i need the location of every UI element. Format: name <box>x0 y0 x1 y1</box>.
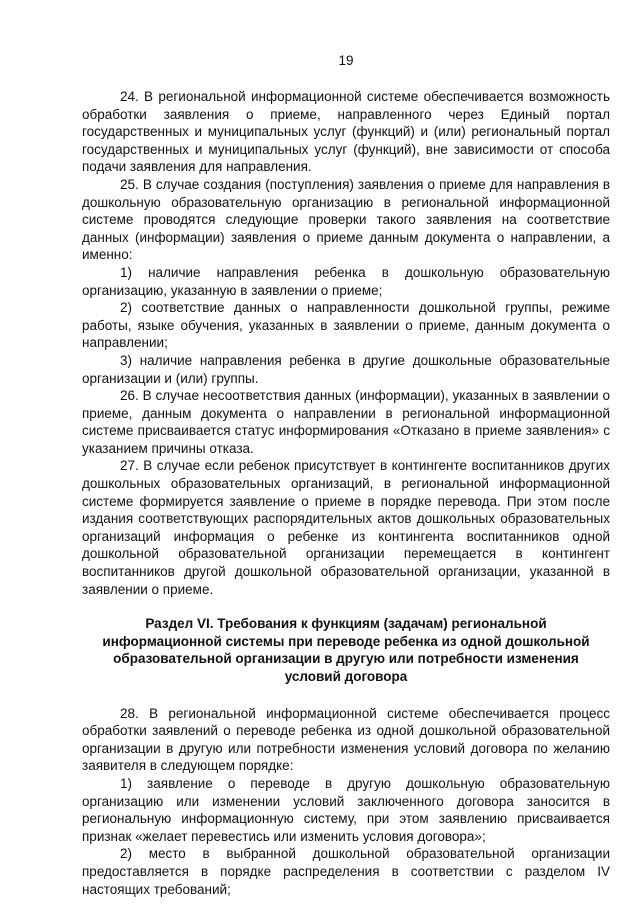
paragraph-28-item-1: 1) заявление о переводе в другую дошкольную образовательную организацию или изменении условий заключенного договора заносится в региональную информационную систему, при этом заявлению присваивается признак «желает перевестись или изменить условия договора»; <box>82 775 610 844</box>
paragraph-28: 28. В региональной информационной системе обеспечивается процесс обработки заявлений о переводе ребенка из одной дошкольной образовательной организации в другую или потребности изменения условий договора по желанию заявителя в следующем порядке: <box>82 705 610 774</box>
page-number: 19 <box>338 53 354 68</box>
spacer <box>82 598 610 615</box>
paragraph-25: 25. В случае создания (поступления) заявления о приеме для направления в дошкольную образовательную организацию в региональной информационной системе проводятся следующие проверки такого заявления на соответствие данных (информации) заявления о приеме данным документа о направлении, а именно: <box>82 176 610 263</box>
spacer <box>82 686 610 705</box>
document-body <box>82 88 610 898</box>
paragraph-24: 24. В региональной информационной системе обеспечивается возможность обработки заявления о приеме, направленного через Единый портал государственных и муниципальных услуг (функций) и (или) региональный портал государственных и муниципальных услуг (функций), вне зависимости от способа подачи заявления для направления. <box>82 89 610 175</box>
paragraph-25-item-1: 1) наличие направления ребенка в дошкольную образовательную организацию, указанную в заявлении о приеме; <box>82 264 610 298</box>
section-heading: Раздел VI. Требования к функциям (задачам) региональной информационной системы при переводе ребенка из одной дошкольной образовательной организации в другую или потребности изменения условий договора <box>102 616 590 684</box>
paragraph-25-item-2: 2) соответствие данных о направленности дошкольной группы, режиме работы, языке обучения, указанных в заявлении о приеме, данным документа о направлении; <box>82 300 610 351</box>
paragraph-28-item-2: 2) место в выбранной дошкольной образовательной организации предоставляется в порядке распределения в соответствии с разделом IV настоящих требований; <box>82 846 610 897</box>
paragraph-25-item-3: 3) наличие направления ребенка в другие дошкольные образовательные организации и (или) группы. <box>82 352 610 386</box>
paragraph-26: 26. В случае несоответствия данных (информации), указанных в заявлении о приеме, данным документа о направлении в региональной информационной системе присваивается статус информирования «Отказано в приеме заявления» с указанием причины отказа. <box>82 388 610 456</box>
paragraph-27: 27. В случае если ребенок присутствует в контингенте воспитанников других дошкольных образовательных организаций, в региональной информационной системе формируется заявление о приеме в порядке перевода. При этом после издания соответствующих распорядительных актов дошкольных образовательных организаций информация о ребенке из контингента воспитанников одной дошкольной образовательной организации перемещается в контингент воспитанников другой дошкольной образовательной организации, указанной в заявлении о приеме. <box>82 458 610 597</box>
